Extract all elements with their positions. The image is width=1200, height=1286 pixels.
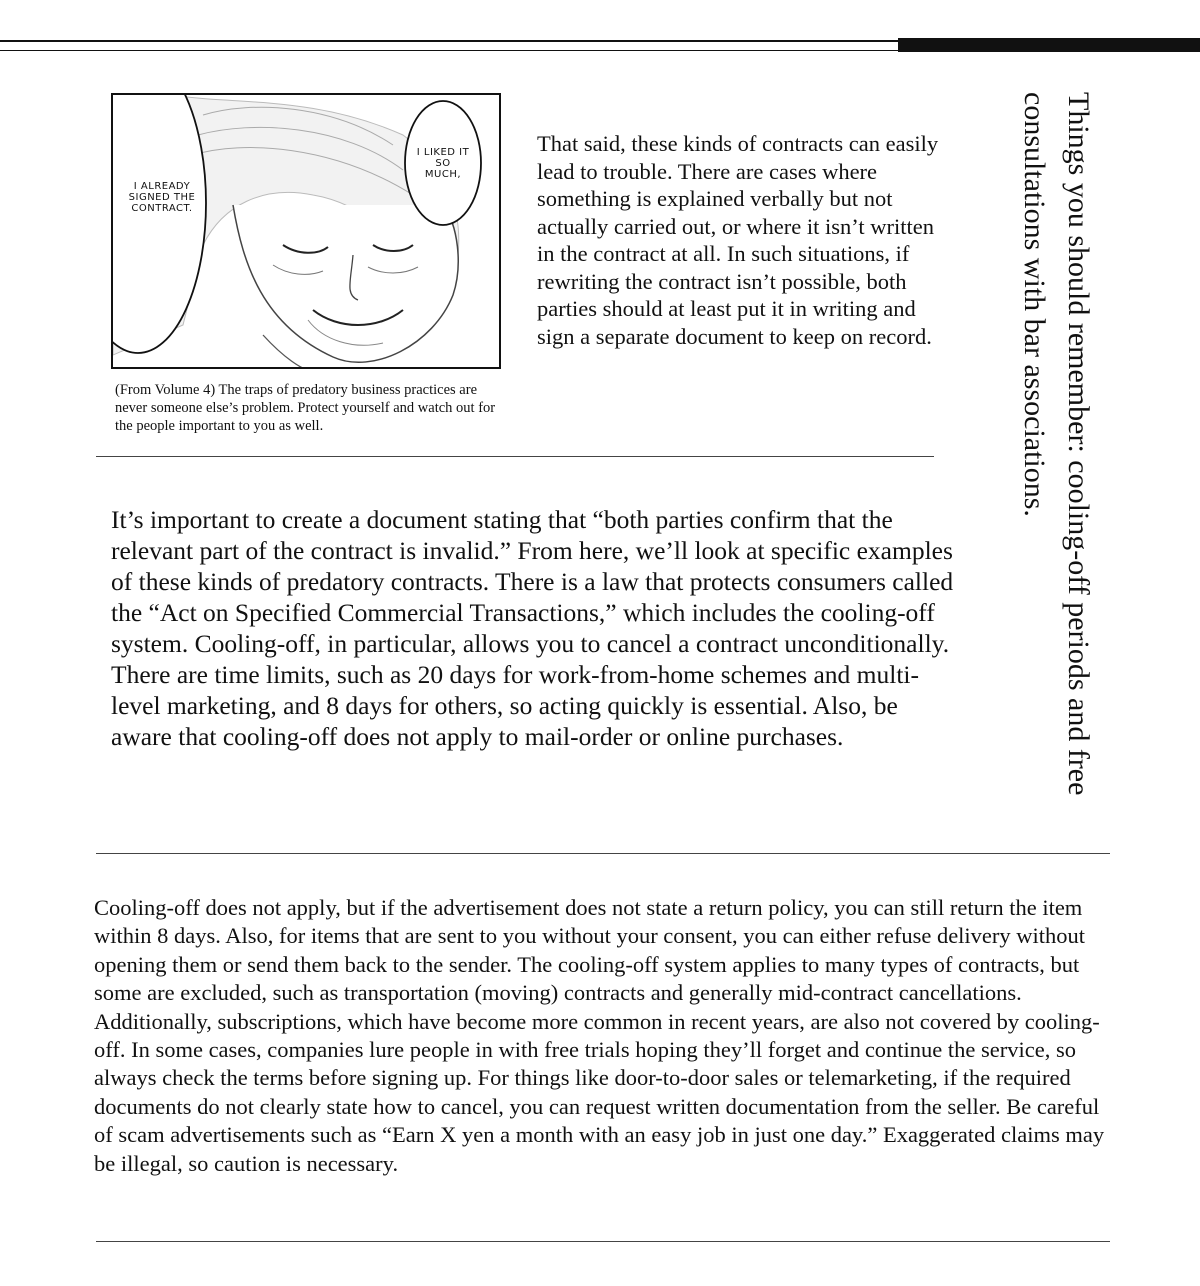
header-rule-thick [898, 38, 1200, 52]
manga-panel [111, 93, 501, 369]
header-rule-thin-secondary [0, 50, 900, 51]
section-divider-3 [96, 1241, 1110, 1242]
column-paragraph: That said, these kinds of contracts can easily lead to trouble. There are cases where something is explained verbally but not actually carried out, or where it isn’t written in the contract at all. In such situations, if rewriting the contract isn’t possible, both parties should at least put it in writing and sign a separate document to keep on record. [537, 131, 939, 349]
bottom-paragraph: Cooling-off does not apply, but if the advertisement does not state a return policy, you can still return the item within 8 days. Also, for items that are sent to you without your consent, you can either refuse delivery without opening them or send them back to the sender. The cooling-off system applies to many types of contracts, but some are excluded, such as transportation (moving) contracts and generally mid-contract cancellations. Additionally, subscriptions, which have become more common in recent years, are also not covered by cooling-off. In some cases, companies lure people in with free trials hoping they’ll forget and continue the service, so always check the terms before signing up. For things like door-to-door sales or telemarketing, if the required documents do not clearly state how to cancel, you can request written documentation from the seller. Be careful of scam advertisements such as “Earn X yen a month with an easy job in just one day.” Exaggerated claims may be illegal, so caution is necessary. [94, 895, 1105, 1176]
section-divider-1 [96, 456, 934, 457]
vertical-section-title: Things you should remember: cooling-off periods and free consultations with bar associations. [1018, 92, 1095, 796]
figure-caption: (From Volume 4) The traps of predatory business practices are never someone else’s problem. Protect yourself and watch out for the people important to you as well. [115, 382, 496, 434]
section-divider-2 [96, 853, 1110, 854]
speech-bubble-right: I LIKED IT SO MUCH, [416, 147, 470, 180]
header-rule-thin [0, 40, 900, 42]
middle-paragraph: It’s important to create a document stating that “both parties confirm that the relevant part of the contract is invalid.” From here, we’ll look at specific examples of these kinds of predatory contracts. There is a law that protects consumers called the “Act on Specified Commercial Transactions,” which includes the cooling-off system. Cooling-off, in particular, allows you to cancel a contract unconditionally. There are time limits, such as 20 days for work-from-home schemes and multi-level marketing, and 8 days for others, so acting quickly is essential. Also, be aware that cooling-off does not apply to mail-order or online purchases. [111, 505, 954, 751]
manga-illustration [113, 95, 501, 369]
speech-bubble-left: I ALREADY SIGNED THE CONTRACT. [128, 181, 196, 214]
